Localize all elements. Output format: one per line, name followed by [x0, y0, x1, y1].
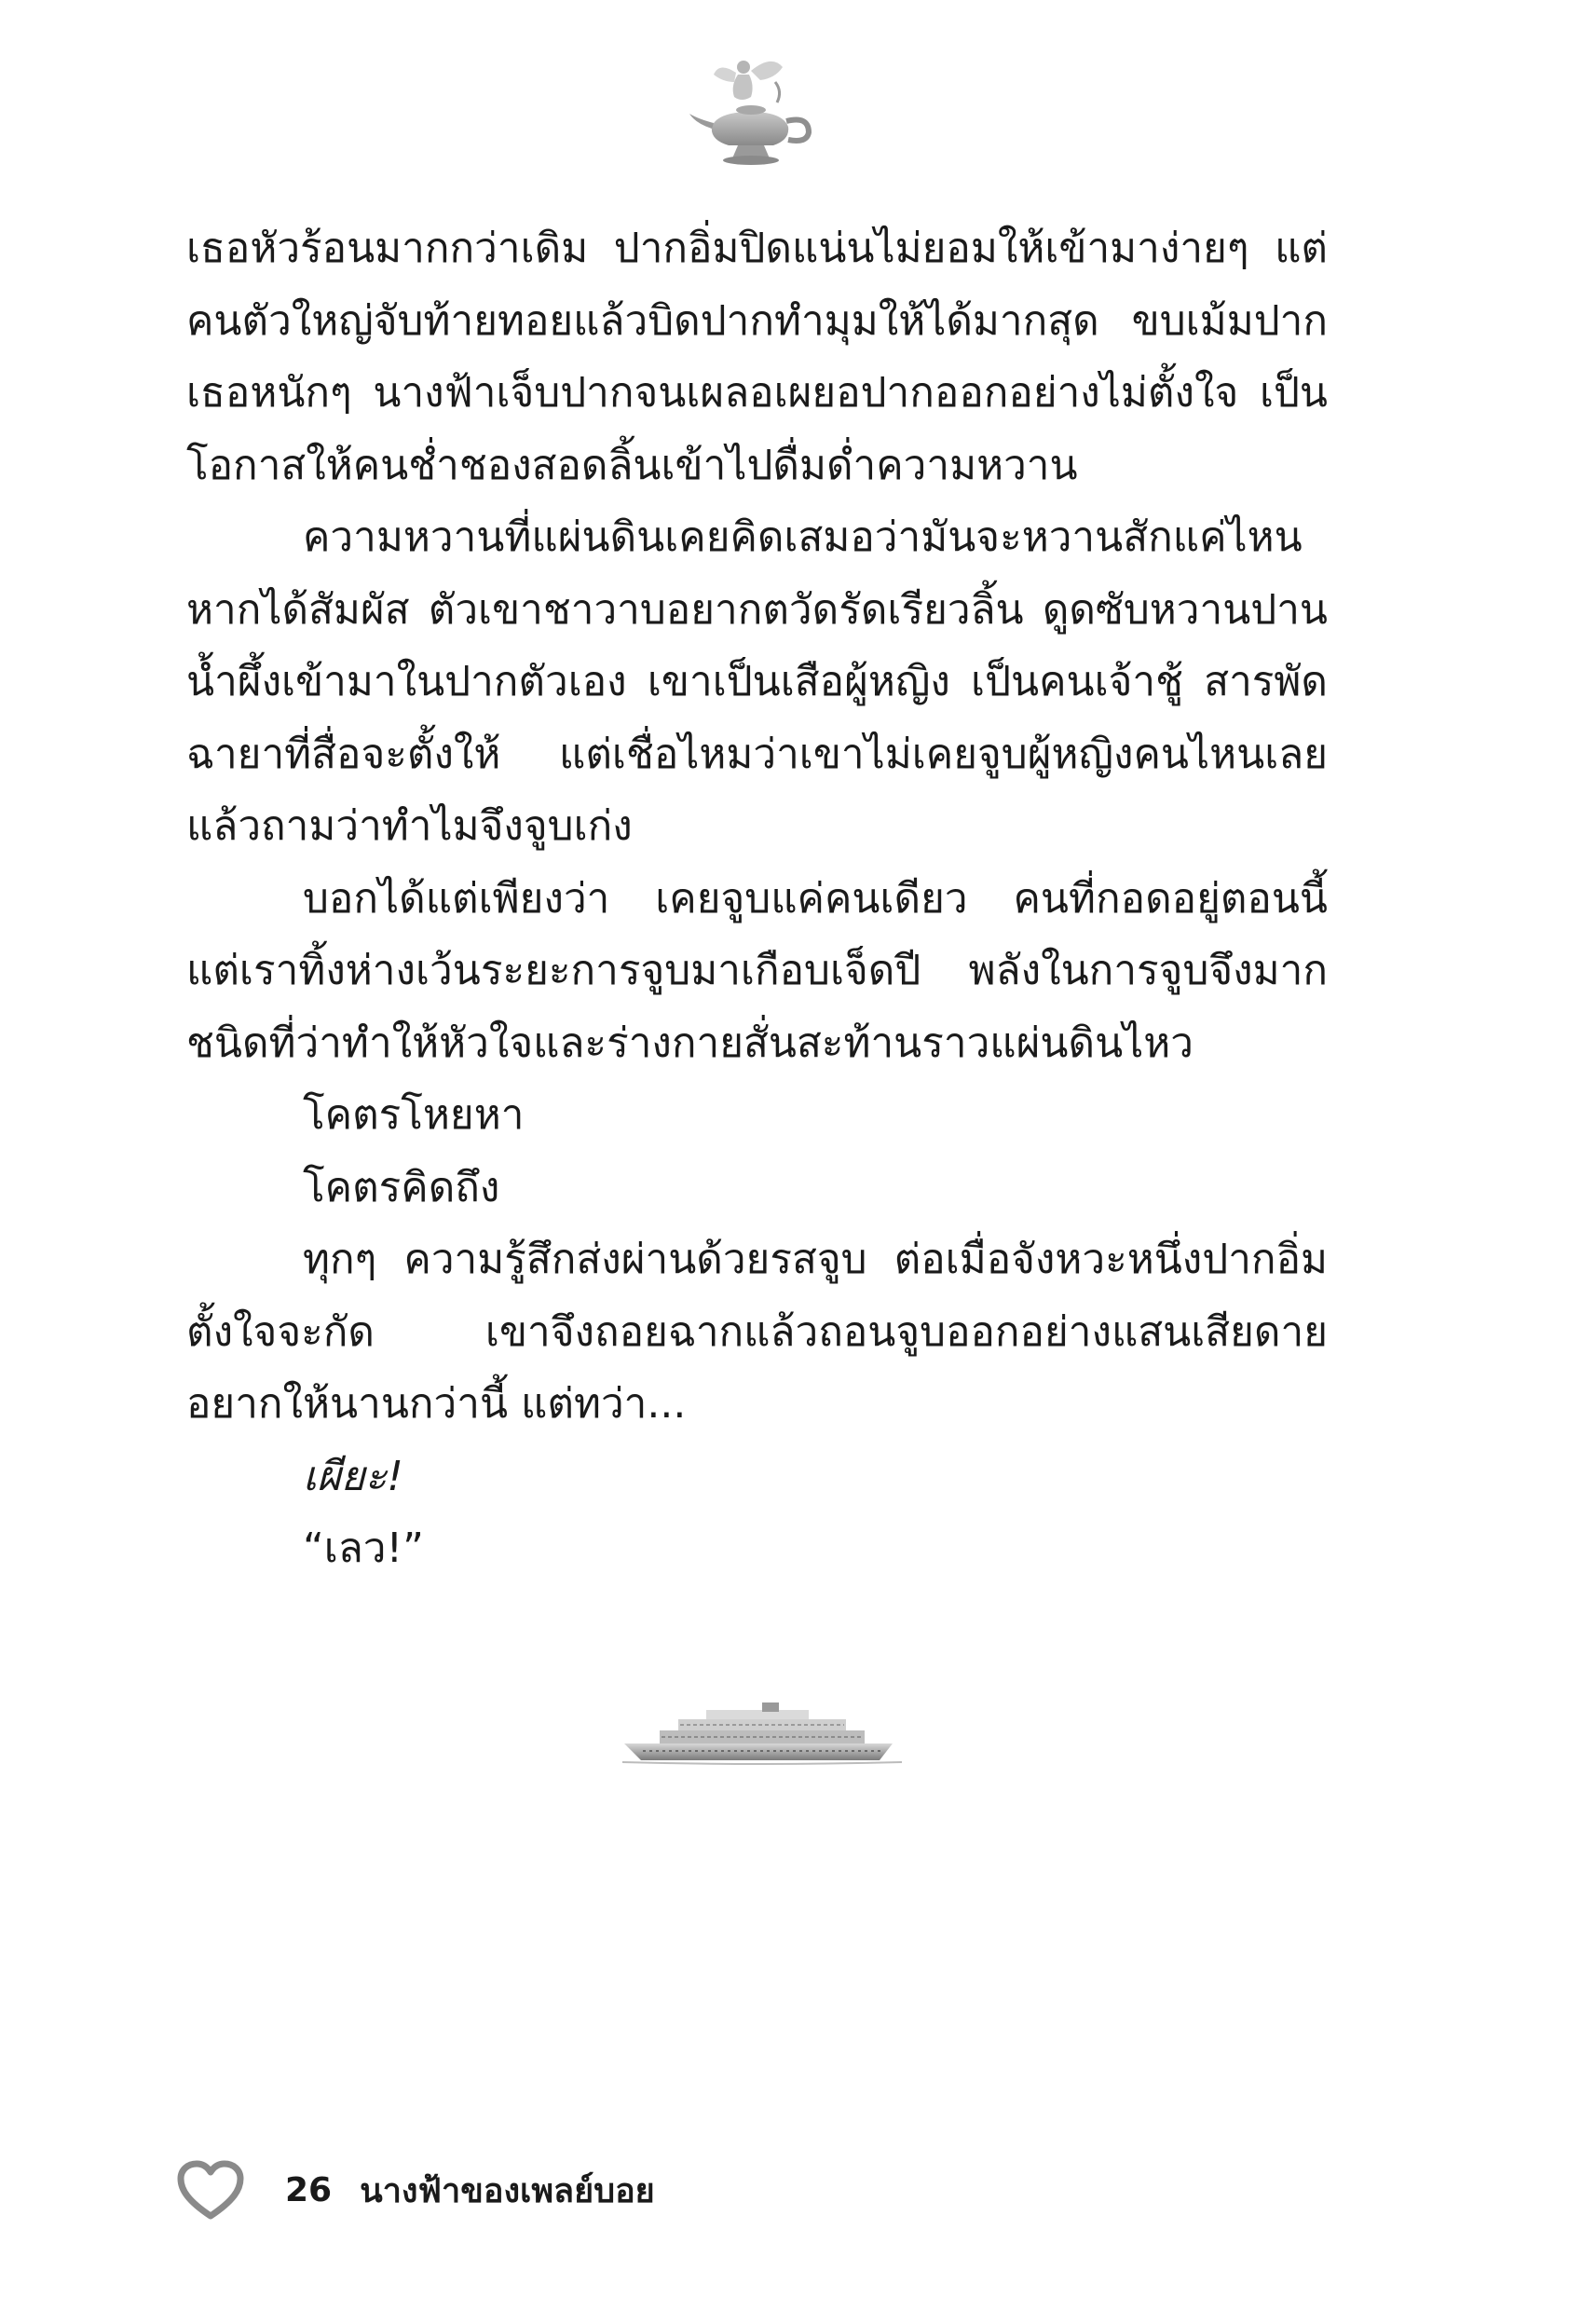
paragraph: เธอหัวร้อนมากกว่าเดิม ปากอิ่มปิดแน่นไม่ยอมให้เข้ามาง่ายๆ แต่คนตัวใหญ่จับท้ายทอยแล้วบิดปากทำมุมให้ได้มากสุด ขบเม้มปากเธอหนักๆ นางฟ้าเจ็บปากจนเผลอเผยอปากออกอย่างไม่ตั้งใจ เป็นโอกาสให้คนช่ำชองสอดลิ้นเข้าไปดื่มด่ำความหวาน [186, 225, 1328, 489]
paragraph: โคตรคิดถึง [303, 1163, 500, 1211]
cruise-ship-icon [622, 1701, 902, 1766]
page-number: 26 [285, 2170, 333, 2209]
paragraph-sound-effect: เผียะ! [303, 1452, 403, 1500]
paragraph: ความหวานที่แผ่นดินเคยคิดเสมอว่ามันจะหวานสักแค่ไหนหากได้สัมผัส ตัวเขาชาวาบอยากตวัดรัดเรียวลิ้น ดูดซับหวานปานน้ำผึ้งเข้ามาในปากตัวเอง เขาเป็นเสือผู้หญิง เป็นคนเจ้าชู้ สารพัดฉายาที่สื่อจะตั้งให้ แต่เชื่อไหมว่าเขาไม่เคยจูบผู้หญิงคนไหนเลย แล้วถามว่าทำไมจึงจูบเก่ง [186, 513, 1328, 850]
paragraph: ทุกๆ ความรู้สึกส่งผ่านด้วยรสจูบ ต่อเมื่อจังหวะหนึ่งปากอิ่มตั้งใจจะกัด เขาจึงถอยฉากแล้วถอนจูบออกอย่างแสนเสียดาย อยากให้นานกว่านี้ แต่ทว่า... [186, 1236, 1328, 1428]
body-text [186, 212, 1328, 1585]
heart-icon [177, 2160, 244, 2220]
genie-lamp-icon [686, 54, 816, 175]
paragraph: บอกได้แต่เพียงว่า เคยจูบแค่คนเดียว คนที่กอดอยู่ตอนนี้ แต่เราทิ้งห่างเว้นระยะการจูบมาเกือบเจ็ดปี พลังในการจูบจึงมากชนิดที่ว่าทำให้หัวใจและร่างกายสั่นสะท้านราวแผ่นดินไหว [186, 874, 1328, 1067]
paragraph: โคตรโหยหา [303, 1091, 525, 1139]
book-title: นางฟ้าของเพลย์บอย [360, 2171, 655, 2210]
page-footer [177, 2157, 655, 2222]
paragraph-dialogue: “เลว!” [303, 1525, 424, 1572]
